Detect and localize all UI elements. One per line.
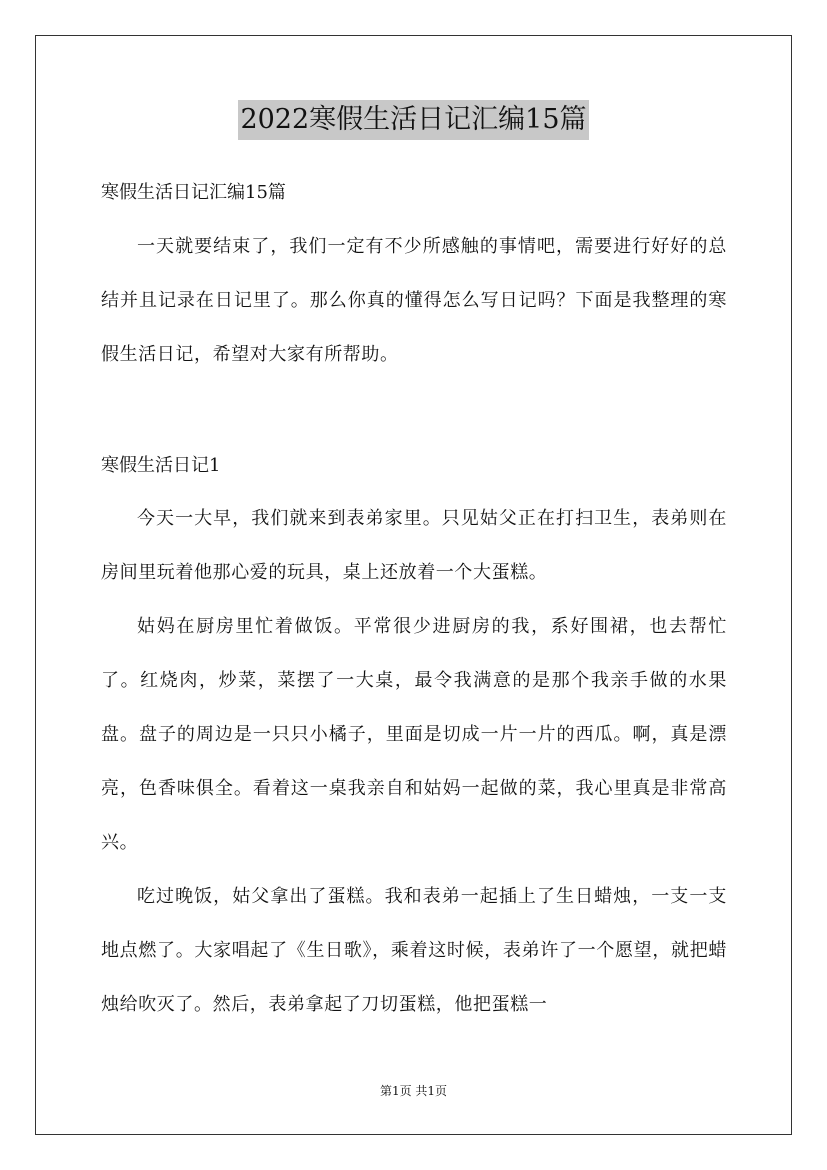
body-paragraph: 吃过晚饭，姑父拿出了蛋糕。我和表弟一起插上了生日蜡烛，一支一支地点燃了。大家唱起了《生日歌》，乘着这时候，表弟许了一个愿望，就把蜡烛给吹灭了。然后，表弟拿起了刀切蛋糕，他把蛋糕一	[101, 886, 727, 1015]
intro-paragraph: 一天就要结束了，我们一定有不少所感触的事情吧，需要进行好好的总结并且记录在日记里了。那么你真的懂得怎么写日记吗？下面是我整理的寒假生活日记，希望对大家有所帮助。	[101, 236, 727, 365]
section-heading: 寒假生活日记1	[101, 455, 221, 476]
diary-body	[101, 492, 727, 1032]
intro-block	[101, 220, 727, 382]
title-container	[0, 100, 827, 140]
body-paragraph: 今天一大早，我们就来到表弟家里。只见姑父正在打扫卫生，表弟则在房间里玩着他那心爱的玩具，桌上还放着一个大蛋糕。	[101, 508, 727, 583]
body-paragraph: 姑妈在厨房里忙着做饭。平常很少进厨房的我，系好围裙，也去帮忙了。红烧肉，炒菜，菜摆了一大桌，最令我满意的是那个我亲手做的水果盘。盘子的周边是一只只小橘子，里面是切成一片一片的西瓜。啊，真是漂亮，色香味俱全。看着这一桌我亲自和姑妈一起做的菜，我心里真是非常高兴。	[101, 616, 727, 853]
document-title: 2022寒假生活日记汇编15篇	[238, 100, 588, 140]
page-footer: 第1页 共1页	[379, 1084, 448, 1098]
document-subtitle: 寒假生活日记汇编15篇	[101, 182, 286, 203]
